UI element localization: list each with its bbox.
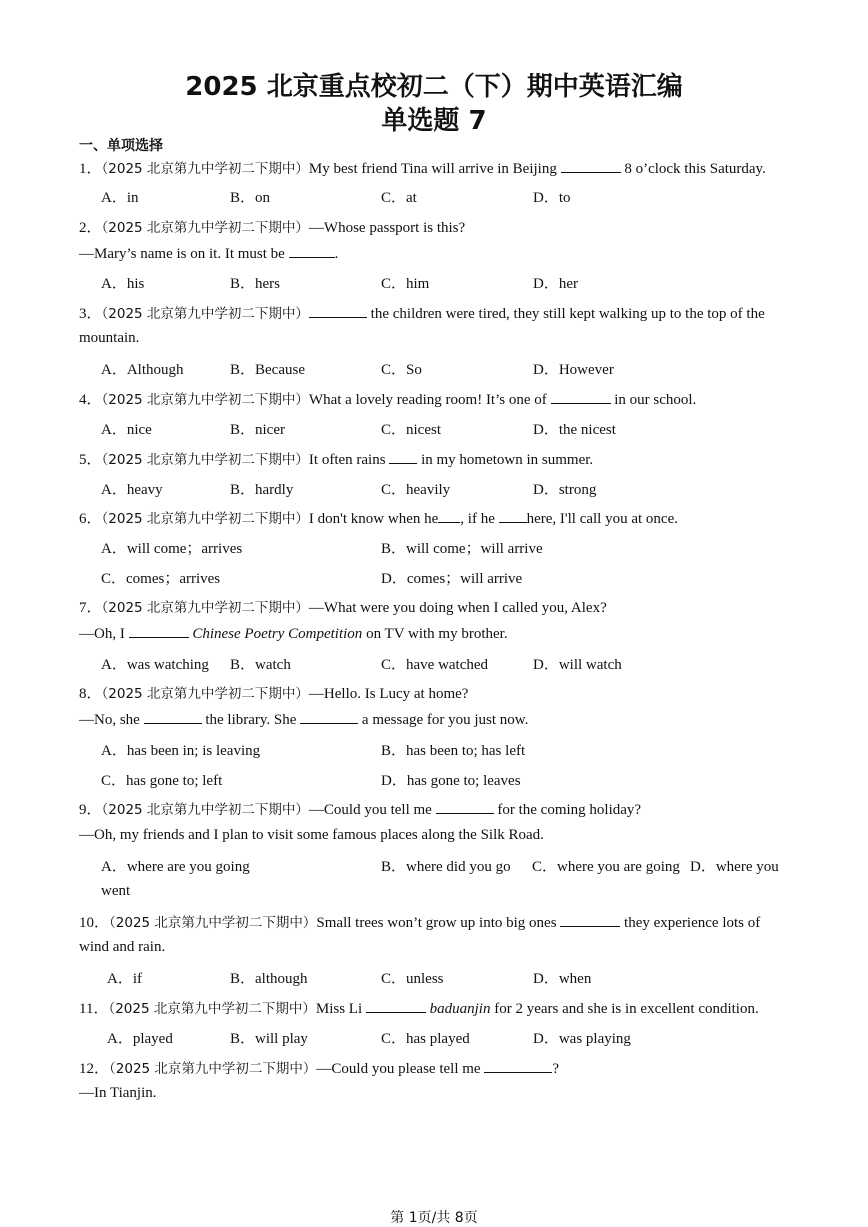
question-source: （2025 北京第九中学初二下期中） bbox=[101, 686, 309, 702]
option-c: C．heavily bbox=[381, 482, 451, 498]
question-text: —Could you please tell me bbox=[316, 1061, 481, 1077]
question-source: （2025 北京第九中学初二下期中） bbox=[101, 600, 309, 616]
option-b: B．Because bbox=[230, 362, 305, 378]
question-3-line-2: mountain. bbox=[79, 330, 140, 346]
answer-blank bbox=[129, 625, 189, 638]
question-text: . bbox=[334, 246, 339, 262]
section-heading: 一、单项选择 bbox=[79, 138, 163, 154]
answer-blank bbox=[144, 711, 202, 724]
question-11 bbox=[79, 997, 759, 1018]
question-number: 8． bbox=[79, 686, 102, 702]
option-b: B．has been to; has left bbox=[381, 743, 526, 759]
answer-blank bbox=[551, 391, 611, 404]
question-text: here, I'll call you at once. bbox=[526, 511, 678, 527]
answer-blank bbox=[499, 510, 527, 523]
option-c: C．has gone to; left bbox=[101, 773, 223, 789]
question-number: 11． bbox=[79, 1001, 109, 1017]
question-source: （2025 北京第九中学初二下期中） bbox=[109, 1061, 317, 1077]
option-a: A．in bbox=[101, 190, 139, 206]
question-10-line-2: wind and rain. bbox=[79, 939, 166, 955]
question-source: （2025 北京第九中学初二下期中） bbox=[101, 802, 309, 818]
option-d: D．will watch bbox=[533, 657, 622, 673]
question-source: （2025 北京第九中学初二下期中） bbox=[101, 220, 309, 236]
question-number: 10． bbox=[79, 915, 110, 931]
answer-blank bbox=[289, 245, 335, 258]
answer-blank bbox=[300, 711, 358, 724]
option-b: B．will come；will arrive bbox=[381, 541, 543, 557]
option-c: C．nicest bbox=[381, 422, 441, 438]
option-b: B．where did you go bbox=[381, 859, 511, 875]
question-text: Miss Li bbox=[315, 1001, 363, 1017]
question-text: —Could you tell me bbox=[308, 802, 432, 818]
option-c: C．where you are going bbox=[532, 859, 680, 875]
option-c: C．has played bbox=[381, 1031, 470, 1047]
page-footer: 第 1页/共 8页 bbox=[390, 1210, 478, 1226]
question-text: ? bbox=[552, 1061, 559, 1077]
option-d: D．was playing bbox=[533, 1031, 631, 1047]
option-b: B．will play bbox=[230, 1031, 308, 1047]
question-number: 3． bbox=[79, 306, 102, 322]
question-text: 8 o’clock this Saturday. bbox=[624, 161, 766, 177]
option-d: D．has gone to; leaves bbox=[381, 773, 521, 789]
option-d: D．strong bbox=[533, 482, 597, 498]
question-source: （2025 北京第九中学初二下期中） bbox=[101, 511, 309, 527]
option-b: B．hers bbox=[230, 276, 280, 292]
question-text: What a lovely reading room! It’s one of bbox=[308, 392, 547, 408]
question-text: the library. She bbox=[205, 712, 297, 728]
italic-term: baduanjin bbox=[429, 1001, 491, 1017]
question-text: the children were tired, they still kept walking up to the top of the bbox=[370, 306, 765, 322]
answer-blank bbox=[436, 801, 494, 814]
question-text: , if he bbox=[460, 511, 495, 527]
question-source: （2025 北京第九中学初二下期中） bbox=[101, 161, 309, 177]
option-a: A．nice bbox=[101, 422, 152, 438]
option-d: D．to bbox=[533, 190, 571, 206]
question-number: 6． bbox=[79, 511, 102, 527]
question-text: Small trees won’t grow up into big ones bbox=[316, 915, 557, 931]
question-text: in our school. bbox=[614, 392, 697, 408]
question-text: I don't know when he bbox=[308, 511, 439, 527]
question-text: they experience lots of bbox=[624, 915, 761, 931]
option-a: A．has been in; is leaving bbox=[101, 743, 261, 759]
question-text: —Mary’s name is on it. It must be bbox=[79, 246, 285, 262]
question-8 bbox=[79, 682, 468, 703]
question-text: It often rains bbox=[308, 452, 386, 468]
question-6 bbox=[79, 507, 678, 528]
question-3 bbox=[79, 302, 765, 323]
question-number: 5． bbox=[79, 452, 102, 468]
question-text: a message for you just now. bbox=[361, 712, 529, 728]
question-text: My best friend Tina will arrive in Beijing bbox=[308, 161, 557, 177]
question-2 bbox=[79, 216, 465, 237]
option-c: C．have watched bbox=[381, 657, 489, 673]
question-source: （2025 北京第九中学初二下期中） bbox=[101, 306, 309, 322]
question-9-line-2: —Oh, my friends and I plan to visit some famous places along the Silk Road. bbox=[79, 827, 544, 843]
option-d: D．where you bbox=[690, 859, 779, 875]
answer-blank bbox=[484, 1060, 552, 1073]
option-d: D．However bbox=[533, 362, 614, 378]
question-source: （2025 北京第九中学初二下期中） bbox=[109, 915, 317, 931]
answer-blank bbox=[389, 451, 417, 464]
option-a: A．heavy bbox=[101, 482, 163, 498]
option-a: A．played bbox=[107, 1031, 173, 1047]
question-8-line-2 bbox=[79, 711, 528, 729]
question-12 bbox=[79, 1057, 559, 1078]
answer-blank bbox=[309, 305, 367, 318]
option-a: A．Although bbox=[101, 362, 184, 378]
answer-blank bbox=[560, 914, 620, 927]
question-text: —Whose passport is this? bbox=[308, 220, 466, 236]
option-c: C．unless bbox=[381, 971, 444, 987]
option-d: D．comes；will arrive bbox=[381, 571, 523, 587]
question-7 bbox=[79, 596, 607, 617]
option-a: A．his bbox=[101, 276, 145, 292]
question-number: 9． bbox=[79, 802, 102, 818]
option-a: A．if bbox=[107, 971, 142, 987]
option-c: C．him bbox=[381, 276, 430, 292]
question-text: —Oh, I bbox=[79, 626, 125, 642]
question-text: —No, she bbox=[79, 712, 140, 728]
option-b: B．on bbox=[230, 190, 271, 206]
question-7-line-2 bbox=[79, 625, 508, 643]
question-number: 4． bbox=[79, 392, 102, 408]
option-c: C．So bbox=[381, 362, 422, 378]
option-d: D．the nicest bbox=[533, 422, 616, 438]
question-text: on TV with my brother. bbox=[366, 626, 508, 642]
option-d: D．when bbox=[533, 971, 592, 987]
document-title: 2025 北京重点校初二（下）期中英语汇编 bbox=[185, 72, 683, 102]
italic-title: Chinese Poetry Competition bbox=[192, 626, 363, 642]
question-source: （2025 北京第九中学初二下期中） bbox=[108, 1001, 316, 1017]
question-2-line-2 bbox=[79, 245, 338, 263]
question-text: in my hometown in summer. bbox=[421, 452, 594, 468]
question-number: 12． bbox=[79, 1061, 110, 1077]
question-9 bbox=[79, 798, 641, 819]
option-b: B．hardly bbox=[230, 482, 294, 498]
answer-blank bbox=[366, 1000, 426, 1013]
option-a: A．will come；arrives bbox=[101, 541, 243, 557]
question-text: for 2 years and she is in excellent condition. bbox=[494, 1001, 759, 1017]
question-5 bbox=[79, 448, 593, 469]
question-number: 1． bbox=[79, 161, 102, 177]
option-c: C．comes；arrives bbox=[101, 571, 221, 587]
answer-blank bbox=[438, 510, 460, 523]
question-text: for the coming holiday? bbox=[497, 802, 642, 818]
option-a: A．was watching bbox=[101, 657, 209, 673]
option-c: C．at bbox=[381, 190, 417, 206]
question-number: 7． bbox=[79, 600, 102, 616]
question-1 bbox=[79, 157, 766, 178]
question-source: （2025 北京第九中学初二下期中） bbox=[101, 392, 309, 408]
question-10 bbox=[79, 911, 760, 932]
question-source: （2025 北京第九中学初二下期中） bbox=[101, 452, 309, 468]
option-a: A．where are you going bbox=[101, 859, 250, 875]
option-d-wrap: went bbox=[101, 883, 131, 899]
option-b: B．nicer bbox=[230, 422, 285, 438]
document-subtitle: 单选题 7 bbox=[381, 106, 487, 136]
option-d: D．her bbox=[533, 276, 578, 292]
question-text: —What were you doing when I called you, Alex? bbox=[308, 600, 607, 616]
question-4 bbox=[79, 388, 696, 409]
question-text: —Hello. Is Lucy at home? bbox=[308, 686, 469, 702]
option-b: B．although bbox=[230, 971, 308, 987]
question-number: 2． bbox=[79, 220, 102, 236]
option-b: B．watch bbox=[230, 657, 291, 673]
answer-blank bbox=[561, 160, 621, 173]
question-12-line-2: —In Tianjin. bbox=[79, 1085, 157, 1101]
